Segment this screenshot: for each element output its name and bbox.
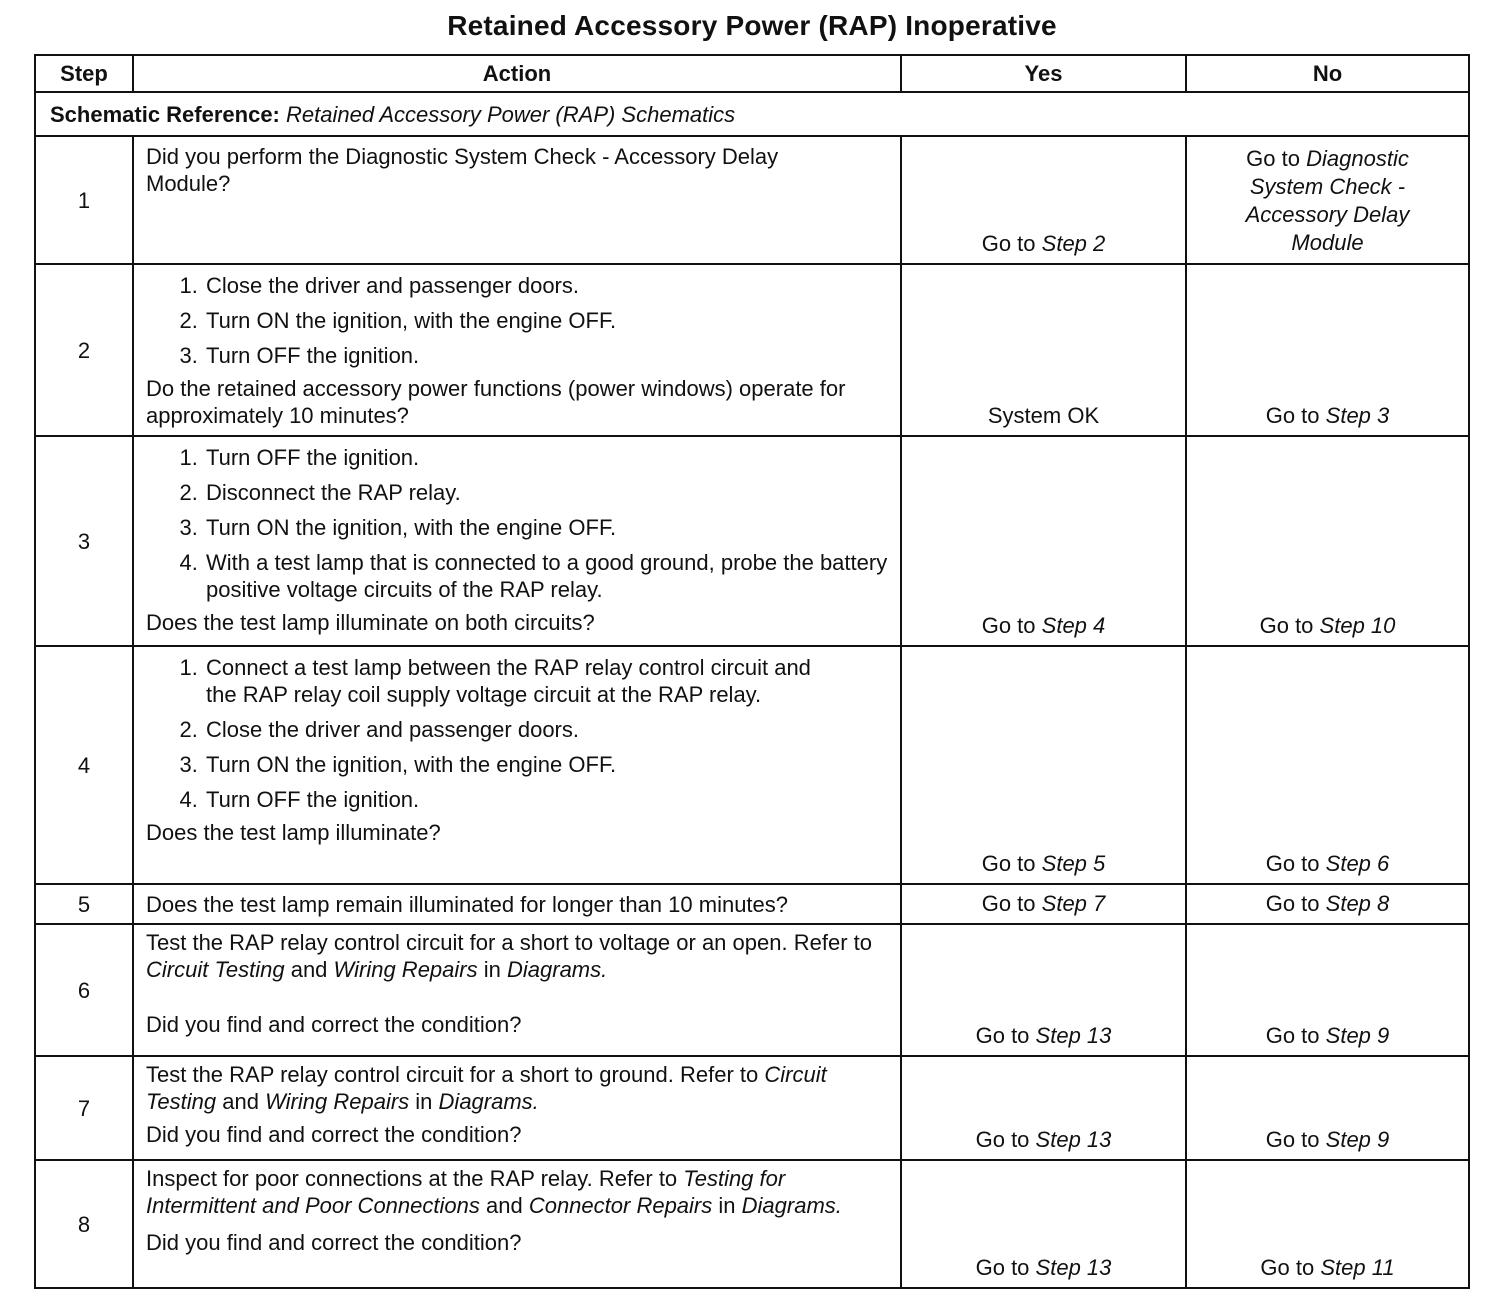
step-row-2 bbox=[35, 264, 1469, 436]
header-row bbox=[35, 55, 1469, 92]
refer-to-label: Refer to bbox=[793, 930, 872, 955]
schematic-reference bbox=[35, 92, 1469, 136]
go-to-label: Go to bbox=[1265, 1023, 1320, 1048]
go-to-label: Go to bbox=[1246, 146, 1300, 171]
action-cell bbox=[133, 646, 901, 884]
list-item: 2. Turn ON the ignition, with the engine OFF. bbox=[204, 307, 890, 334]
action-cell bbox=[133, 436, 901, 646]
no-cell bbox=[1186, 924, 1469, 1056]
list-item: 1. Close the driver and passenger doors. bbox=[204, 272, 890, 299]
action-cell bbox=[133, 884, 901, 924]
circuit-testing-link[interactable]: Circuit Testing bbox=[146, 957, 285, 982]
question: Did you perform the Diagnostic System Check - Accessory Delay Module? bbox=[146, 144, 779, 196]
no-link[interactable]: Step 9 bbox=[1325, 1023, 1390, 1048]
question: Did you find and correct the condition? bbox=[146, 1012, 522, 1037]
yes-cell bbox=[901, 884, 1186, 924]
question: Does the test lamp illuminate on both circuits? bbox=[146, 610, 595, 635]
question: Did you find and correct the condition? bbox=[146, 1122, 522, 1147]
no-cell bbox=[1186, 1160, 1469, 1288]
instruction bbox=[146, 1061, 890, 1115]
no-link[interactable]: Step 6 bbox=[1325, 851, 1390, 876]
header-step: Step bbox=[35, 55, 133, 92]
list-item: 3. Turn ON the ignition, with the engine OFF. bbox=[204, 751, 890, 778]
in-label: in bbox=[415, 1089, 433, 1114]
instruction-text: Test the RAP relay control circuit for a short to voltage or an open. bbox=[146, 930, 788, 955]
schematic-row bbox=[35, 92, 1469, 136]
header-yes: Yes bbox=[901, 55, 1186, 92]
refer-to-label: Refer to bbox=[679, 1062, 759, 1087]
no-cell bbox=[1186, 1056, 1469, 1160]
no-link[interactable]: Step 9 bbox=[1325, 1127, 1390, 1152]
and-label: and bbox=[290, 957, 328, 982]
question: Does the test lamp illuminate? bbox=[146, 820, 441, 845]
connector-repairs-link[interactable]: Connector Repairs bbox=[528, 1193, 713, 1218]
no-link-line: System Check - bbox=[1249, 174, 1406, 199]
action-cell bbox=[133, 924, 901, 1056]
go-to-label: Go to bbox=[981, 890, 1036, 916]
go-to-label: Go to bbox=[981, 613, 1036, 638]
step-number: 1 bbox=[35, 136, 133, 264]
procedure-list bbox=[146, 654, 890, 813]
step-number: 4 bbox=[35, 646, 133, 884]
yes-cell bbox=[901, 924, 1186, 1056]
yes-cell bbox=[901, 264, 1186, 436]
list-item: 4. Turn OFF the ignition. bbox=[204, 786, 890, 813]
yes-cell bbox=[901, 646, 1186, 884]
no-link[interactable]: Step 11 bbox=[1320, 1255, 1395, 1280]
instruction bbox=[146, 929, 890, 983]
in-label: in bbox=[718, 1193, 736, 1218]
list-item: 2. Close the driver and passenger doors. bbox=[204, 716, 890, 743]
yes-link[interactable]: Step 13 bbox=[1035, 1023, 1112, 1048]
yes-cell bbox=[901, 1160, 1186, 1288]
step-number: 8 bbox=[35, 1160, 133, 1288]
go-to-label: Go to bbox=[981, 231, 1036, 256]
step-row-4 bbox=[35, 646, 1469, 884]
yes-link[interactable]: Step 4 bbox=[1041, 613, 1106, 638]
question: Did you find and correct the condition? bbox=[146, 1230, 522, 1255]
step-number: 3 bbox=[35, 436, 133, 646]
step-row-8 bbox=[35, 1160, 1469, 1288]
testing-intermittent-link[interactable]: Testing for Intermittent and Poor Connections bbox=[146, 1166, 786, 1218]
diagrams-link[interactable]: Diagrams. bbox=[438, 1089, 539, 1114]
list-item: 3. Turn OFF the ignition. bbox=[204, 342, 890, 369]
no-link[interactable] bbox=[1195, 146, 1460, 257]
go-to-label: Go to bbox=[1265, 403, 1320, 428]
go-to-label: Go to bbox=[1265, 851, 1320, 876]
step-row-5 bbox=[35, 884, 1469, 924]
action-cell bbox=[133, 264, 901, 436]
no-link-line: Module bbox=[1291, 230, 1364, 255]
diagrams-link[interactable]: Diagrams. bbox=[507, 957, 608, 982]
yes-link[interactable]: Step 13 bbox=[1035, 1255, 1112, 1280]
no-link-line: Diagnostic bbox=[1306, 146, 1409, 171]
yes-cell bbox=[901, 136, 1186, 264]
step-number: 7 bbox=[35, 1056, 133, 1160]
yes-link[interactable]: Step 13 bbox=[1035, 1127, 1112, 1152]
header-no: No bbox=[1186, 55, 1469, 92]
procedure-list bbox=[146, 444, 890, 603]
diagrams-link[interactable]: Diagrams. bbox=[741, 1193, 842, 1218]
go-to-label: Go to bbox=[1260, 1255, 1315, 1280]
question: Does the test lamp remain illuminated for longer than 10 minutes? bbox=[146, 891, 789, 917]
action-cell bbox=[133, 1056, 901, 1160]
instruction-text: Test the RAP relay control circuit for a short to ground. bbox=[146, 1062, 674, 1087]
and-label: and bbox=[222, 1089, 259, 1114]
yes-link[interactable]: Step 2 bbox=[1041, 231, 1106, 256]
action-cell bbox=[133, 1160, 901, 1288]
wiring-repairs-link[interactable]: Wiring Repairs bbox=[333, 957, 478, 982]
and-label: and bbox=[485, 1193, 523, 1218]
yes-link[interactable]: Step 5 bbox=[1041, 851, 1106, 876]
no-link[interactable]: Step 10 bbox=[1319, 613, 1396, 638]
go-to-label: Go to bbox=[1259, 613, 1314, 638]
schematic-link[interactable]: Retained Accessory Power (RAP) Schematics bbox=[286, 101, 736, 127]
list-item: 3. Turn ON the ignition, with the engine OFF. bbox=[204, 514, 890, 541]
step-row-3 bbox=[35, 436, 1469, 646]
schematic-label: Schematic Reference: bbox=[50, 101, 280, 127]
action-cell bbox=[133, 136, 901, 264]
list-item: 4. With a test lamp that is connected to a good ground, probe the battery positive voltage circuits of the RAP relay. bbox=[204, 549, 890, 603]
refer-to-label: Refer to bbox=[598, 1166, 678, 1191]
circuit-testing-link[interactable]: Circuit Testing bbox=[146, 1062, 827, 1114]
no-cell bbox=[1186, 264, 1469, 436]
diagnostic-table bbox=[34, 54, 1470, 1289]
go-to-label: Go to bbox=[975, 1023, 1030, 1048]
go-to-label: Go to bbox=[975, 1255, 1030, 1280]
go-to-label: Go to bbox=[1265, 1127, 1320, 1152]
no-cell bbox=[1186, 136, 1469, 264]
list-item: 1. Connect a test lamp between the RAP relay control circuit and the RAP relay coil supply voltage circuit at the RAP relay. bbox=[204, 654, 846, 708]
go-to-label: Go to bbox=[1265, 890, 1320, 916]
wiring-repairs-link[interactable]: Wiring Repairs bbox=[265, 1089, 410, 1114]
step-row-7 bbox=[35, 1056, 1469, 1160]
in-label: in bbox=[483, 957, 501, 982]
no-cell bbox=[1186, 646, 1469, 884]
procedure-list bbox=[146, 272, 890, 369]
step-number: 6 bbox=[35, 924, 133, 1056]
list-item: 2. Disconnect the RAP relay. bbox=[204, 479, 890, 506]
yes-result: System OK bbox=[987, 403, 1100, 428]
no-link-line: Accessory Delay bbox=[1245, 202, 1410, 227]
list-item: 1. Turn OFF the ignition. bbox=[204, 444, 890, 471]
no-link[interactable]: Step 8 bbox=[1325, 890, 1390, 916]
page-title: Retained Accessory Power (RAP) Inoperative bbox=[447, 10, 1057, 41]
step-number: 5 bbox=[35, 884, 133, 924]
step-row-6 bbox=[35, 924, 1469, 1056]
yes-cell bbox=[901, 436, 1186, 646]
step-number: 2 bbox=[35, 264, 133, 436]
question: Do the retained accessory power functions (power windows) operate for approximately 10 minutes? bbox=[146, 376, 846, 428]
go-to-label: Go to bbox=[981, 851, 1036, 876]
yes-cell bbox=[901, 1056, 1186, 1160]
no-cell bbox=[1186, 884, 1469, 924]
instruction bbox=[146, 1165, 890, 1219]
header-action: Action bbox=[133, 55, 901, 92]
no-link[interactable]: Step 3 bbox=[1325, 403, 1390, 428]
no-cell bbox=[1186, 436, 1469, 646]
go-to-label: Go to bbox=[975, 1127, 1030, 1152]
yes-link[interactable]: Step 7 bbox=[1041, 890, 1106, 916]
instruction-text: Inspect for poor connections at the RAP relay. bbox=[146, 1166, 593, 1191]
step-row-1 bbox=[35, 136, 1469, 264]
